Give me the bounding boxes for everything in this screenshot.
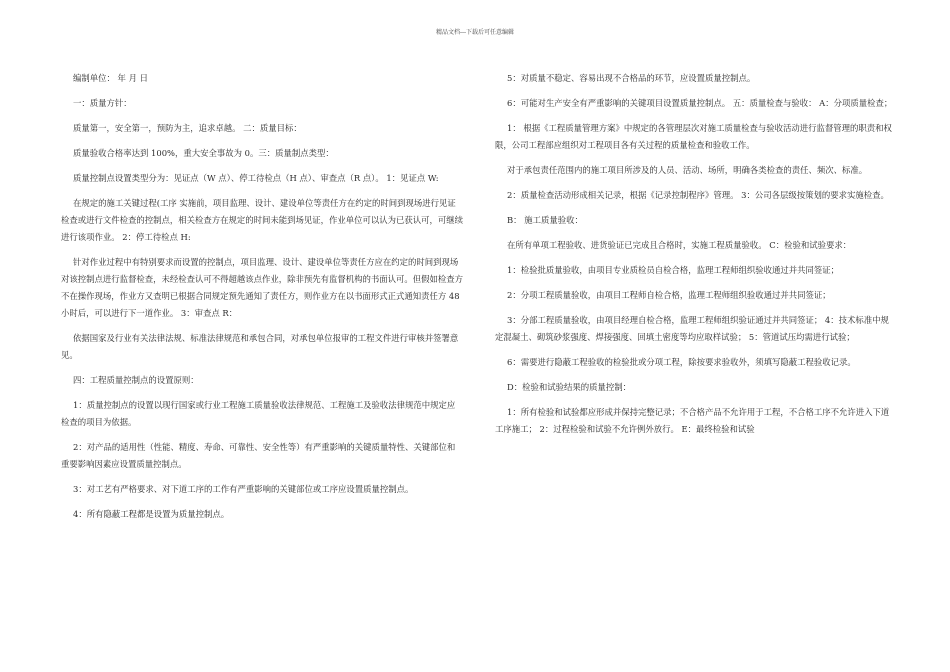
paragraph: 1：检验批质量验收，由项目专业质检员自检合格，监理工程师组织验收通过并共同签证； bbox=[507, 265, 839, 275]
paragraph: 依据国家及行业有关法律法规、标准法律规范和承包合同，对承包单位报审的工程文件进行审核并签署意见。 bbox=[61, 333, 459, 360]
paragraph: 3：对工艺有严格要求、对下道工序的工作有严重影响的关键部位或工序应设置质量控制点。 bbox=[73, 484, 414, 494]
paragraph: 6：需要进行隐蔽工程验收的检验批或分项工程，除按要求验收外，须填写隐蔽工程验收记录。 bbox=[507, 357, 856, 367]
paragraph: 质量验收合格率达到 100%，重大安全事故为 0。三：质量制点类型： bbox=[73, 148, 334, 158]
paragraph: D：检验和试验结果的质量控制： bbox=[507, 382, 631, 392]
paragraph: 编制单位： 年 月 日 bbox=[73, 73, 148, 83]
paragraph: 4：所有隐蔽工程都是设置为质量控制点。 bbox=[73, 509, 230, 519]
paragraph: 四：工程质量控制点的设置原则： bbox=[73, 375, 199, 385]
paragraph: 2：对产品的适用性（性能、精度、寿命、可靠性、安全性等）有严重影响的关键质量特性、关键部位和重要影响因素应设置质量控制点。 bbox=[61, 442, 456, 469]
paragraph: B： 施工质量验收： bbox=[507, 215, 583, 225]
paragraph: 针对作业过程中有特别要求而设置的控制点，项目监理、设计、建设单位等责任方应在约定的时间到现场对该控制点进行监督检查，未经检查认可不得超越该点作业，除非预先有监督机构的书面认可。但假如检查方不在操作现场，作业方又查明已根据合同规定预先通知了责任方，则作业方在以书面形式正式通知责任方 48 小时后，可以进行下一道作业。 3：审查点 R： bbox=[61, 257, 463, 318]
left-column bbox=[61, 70, 463, 531]
paragraph: 1：所有检验和试验都应形成并保持完整记录；不合格产品不允许用于工程，不合格工序不允许进入下道工序施工； 2：过程检验和试验不允许例外放行。 E：最终检验和试验 bbox=[495, 407, 890, 434]
paragraph: 质量第一，安全第一，预防为主，追求卓越。 二：质量目标： bbox=[73, 123, 302, 133]
paragraph: 对于承包责任范围内的施工项目所涉及的人员、活动、场所，明确各类检查的责任、频次、标准。 bbox=[507, 165, 868, 175]
paragraph: 5：对质量不稳定、容易出现不合格品的环节，应设置质量控制点。 bbox=[507, 73, 756, 83]
paragraph: 1： 根据《工程质量管理方案》中规定的各管理层次对施工质量检查与验收活动进行监督管理的职责和权限，公司工程部应组织对工程项目各有关过程的质量检查和验收工作。 bbox=[495, 123, 892, 150]
page-header: 精品文档---下载后可任意编辑 bbox=[435, 29, 515, 36]
paragraph: 6：可能对生产安全有严重影响的关键项目设置质量控制点。 五：质量检查与验收： A：分项质量检查； bbox=[507, 98, 893, 108]
paragraph: 2：分项工程质量验收，由项目工程师自检合格，监理工程师组织验收通过并共同签证； bbox=[507, 290, 831, 300]
right-column bbox=[495, 70, 895, 446]
paragraph: 在所有单项工程验收、进货验证已完成且合格时，实施工程质量验收。 C：检验和试验要求： bbox=[507, 240, 852, 250]
paragraph: 3：分部工程质量验收，由项目经理自检合格，监理工程师组织验证通过并共同签证； 4：技术标准中规定混凝土、砌筑砂浆强度、焊接强度、回填土密度等均应取样试验； 5：管道试压均需进行试验； bbox=[495, 315, 889, 342]
paragraph: 质量控制点设置类型分为：见证点（W 点）、停工待检点（H 点）、审查点（R 点）。 1：见证点 W: bbox=[73, 173, 439, 183]
paragraph: 一：质量方针： bbox=[73, 98, 132, 108]
paragraph: 1：质量控制点的设置以现行国家或行业工程施工质量验收法律规范、工程施工及验收法律规范中规定应检查的项目为依据。 bbox=[61, 400, 456, 427]
paragraph: 在规定的施工关键过程(工序 实施前，项目监理、设计、建设单位等责任方在约定的时间到现场进行见证检查或进行文件检查的控制点，相关检查方在规定的时间未能到场见证，作业单位可以认为已获认可，可继续进行该项作业。 2：停工待检点 H: bbox=[61, 198, 463, 242]
paragraph: 2：质量检查活动形成相关记录，根据《记录控制程序》管理。 3：公司各层级按策划的要求实施检查。 bbox=[507, 190, 889, 200]
